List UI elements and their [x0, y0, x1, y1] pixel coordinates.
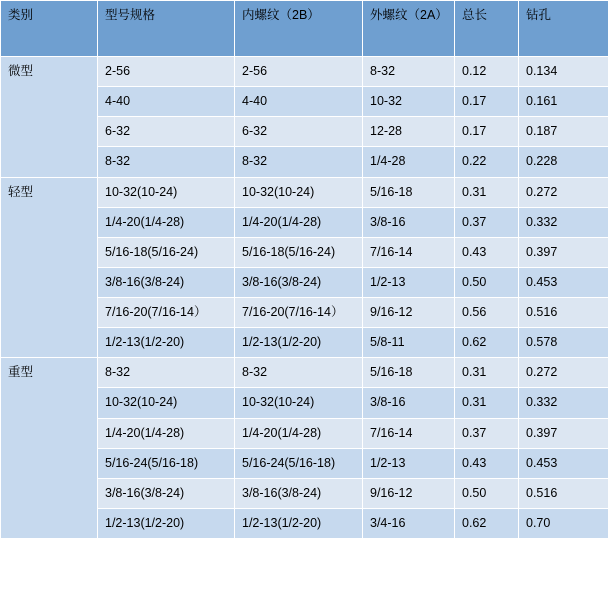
cell-drill-hole: 0.332 — [519, 207, 608, 237]
cell-external-thread: 12-28 — [363, 117, 455, 147]
cell-model-spec: 10-32(10-24) — [98, 177, 235, 207]
category-cell: 轻型 — [1, 177, 98, 358]
cell-model-spec: 1/4-20(1/4-28) — [98, 207, 235, 237]
table-row — [1, 177, 608, 207]
cell-internal-thread: 5/16-24(5/16-18) — [235, 448, 363, 478]
cell-external-thread: 3/4-16 — [363, 508, 455, 538]
cell-external-thread: 5/16-18 — [363, 358, 455, 388]
table-row — [1, 57, 608, 87]
table-row — [1, 358, 608, 388]
cell-internal-thread: 3/8-16(3/8-24) — [235, 478, 363, 508]
cell-total-length: 0.22 — [455, 147, 519, 177]
cell-external-thread: 1/4-28 — [363, 147, 455, 177]
header-cell-external-thread: 外螺纹（2A） — [363, 1, 455, 57]
cell-internal-thread: 10-32(10-24) — [235, 177, 363, 207]
cell-internal-thread: 4-40 — [235, 87, 363, 117]
cell-internal-thread: 1/4-20(1/4-28) — [235, 207, 363, 237]
cell-total-length: 0.31 — [455, 177, 519, 207]
cell-drill-hole: 0.397 — [519, 237, 608, 267]
cell-total-length: 0.31 — [455, 388, 519, 418]
cell-drill-hole: 0.332 — [519, 388, 608, 418]
cell-model-spec: 6-32 — [98, 117, 235, 147]
cell-model-spec: 8-32 — [98, 147, 235, 177]
cell-internal-thread: 7/16-20(7/16-14） — [235, 298, 363, 328]
cell-internal-thread: 1/4-20(1/4-28) — [235, 418, 363, 448]
cell-model-spec: 3/8-16(3/8-24) — [98, 267, 235, 297]
cell-internal-thread: 3/8-16(3/8-24) — [235, 267, 363, 297]
cell-model-spec: 4-40 — [98, 87, 235, 117]
cell-total-length: 0.43 — [455, 448, 519, 478]
cell-external-thread: 3/8-16 — [363, 207, 455, 237]
cell-drill-hole: 0.578 — [519, 328, 608, 358]
cell-drill-hole: 0.161 — [519, 87, 608, 117]
category-cell: 重型 — [1, 358, 98, 539]
cell-model-spec: 8-32 — [98, 358, 235, 388]
cell-model-spec: 3/8-16(3/8-24) — [98, 478, 235, 508]
cell-model-spec: 10-32(10-24) — [98, 388, 235, 418]
cell-external-thread: 7/16-14 — [363, 418, 455, 448]
cell-drill-hole: 0.187 — [519, 117, 608, 147]
cell-internal-thread: 6-32 — [235, 117, 363, 147]
cell-drill-hole: 0.453 — [519, 267, 608, 297]
cell-drill-hole: 0.397 — [519, 418, 608, 448]
cell-external-thread: 9/16-12 — [363, 478, 455, 508]
cell-total-length: 0.31 — [455, 358, 519, 388]
cell-external-thread: 3/8-16 — [363, 388, 455, 418]
cell-model-spec: 5/16-24(5/16-18) — [98, 448, 235, 478]
cell-model-spec: 1/2-13(1/2-20) — [98, 508, 235, 538]
cell-drill-hole: 0.453 — [519, 448, 608, 478]
cell-total-length: 0.17 — [455, 87, 519, 117]
cell-internal-thread: 5/16-18(5/16-24) — [235, 237, 363, 267]
cell-total-length: 0.50 — [455, 267, 519, 297]
cell-total-length: 0.37 — [455, 207, 519, 237]
header-cell-total-length: 总长 — [455, 1, 519, 57]
cell-external-thread: 8-32 — [363, 57, 455, 87]
category-cell: 微型 — [1, 57, 98, 178]
cell-external-thread: 10-32 — [363, 87, 455, 117]
header-cell-drill-hole: 钻孔 — [519, 1, 608, 57]
cell-internal-thread: 8-32 — [235, 358, 363, 388]
cell-total-length: 0.37 — [455, 418, 519, 448]
cell-model-spec: 5/16-18(5/16-24) — [98, 237, 235, 267]
cell-model-spec: 2-56 — [98, 57, 235, 87]
header-cell-category: 类别 — [1, 1, 98, 57]
cell-total-length: 0.56 — [455, 298, 519, 328]
header-cell-internal-thread: 内螺纹（2B） — [235, 1, 363, 57]
cell-external-thread: 5/8-11 — [363, 328, 455, 358]
cell-model-spec: 7/16-20(7/16-14） — [98, 298, 235, 328]
cell-internal-thread: 8-32 — [235, 147, 363, 177]
cell-external-thread: 1/2-13 — [363, 448, 455, 478]
table-body — [1, 57, 608, 539]
cell-total-length: 0.17 — [455, 117, 519, 147]
cell-drill-hole: 0.134 — [519, 57, 608, 87]
cell-internal-thread: 2-56 — [235, 57, 363, 87]
cell-internal-thread: 10-32(10-24) — [235, 388, 363, 418]
cell-external-thread: 7/16-14 — [363, 237, 455, 267]
cell-drill-hole: 0.516 — [519, 478, 608, 508]
table-header — [1, 1, 608, 57]
cell-total-length: 0.62 — [455, 328, 519, 358]
cell-total-length: 0.50 — [455, 478, 519, 508]
cell-drill-hole: 0.272 — [519, 358, 608, 388]
cell-internal-thread: 1/2-13(1/2-20) — [235, 508, 363, 538]
cell-internal-thread: 1/2-13(1/2-20) — [235, 328, 363, 358]
cell-drill-hole: 0.272 — [519, 177, 608, 207]
header-cell-model-spec: 型号规格 — [98, 1, 235, 57]
cell-drill-hole: 0.70 — [519, 508, 608, 538]
header-row — [1, 1, 608, 57]
cell-external-thread: 9/16-12 — [363, 298, 455, 328]
cell-total-length: 0.43 — [455, 237, 519, 267]
cell-external-thread: 1/2-13 — [363, 267, 455, 297]
cell-drill-hole: 0.228 — [519, 147, 608, 177]
cell-total-length: 0.62 — [455, 508, 519, 538]
cell-total-length: 0.12 — [455, 57, 519, 87]
cell-model-spec: 1/4-20(1/4-28) — [98, 418, 235, 448]
cell-model-spec: 1/2-13(1/2-20) — [98, 328, 235, 358]
cell-drill-hole: 0.516 — [519, 298, 608, 328]
cell-external-thread: 5/16-18 — [363, 177, 455, 207]
